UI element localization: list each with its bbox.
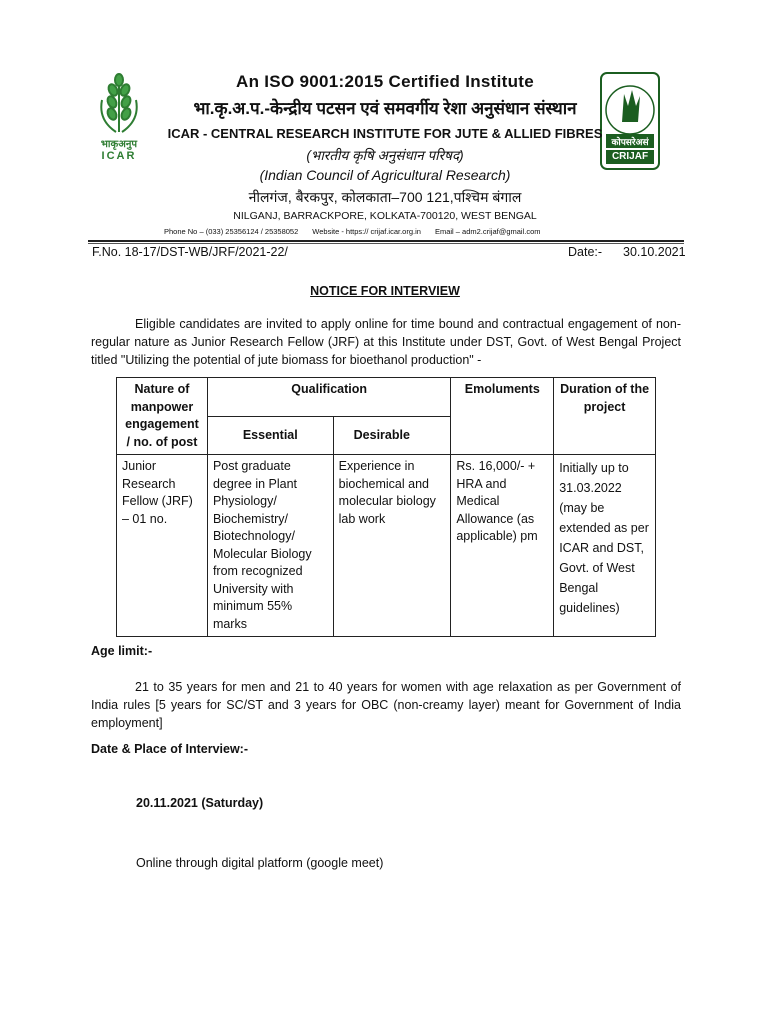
cell-nature: Junior Research Fellow (JRF) – 01 no. <box>117 455 208 637</box>
cell-desirable: Experience in biochemical and molecular biology lab work <box>333 455 451 637</box>
age-limit-text: 21 to 35 years for men and 21 to 40 years for women with age relaxation as per Government of India rules [5 years for SC/ST and 3 years for OBC (non-creamy layer) meant for Government of India employment] <box>91 680 681 730</box>
crijaf-logo-text-en: CRIJAF <box>611 151 649 162</box>
date-label: Date:- <box>568 245 603 259</box>
cell-emoluments: Rs. 16,000/- + HRA and Medical Allowance (as applicable) pm <box>451 455 554 637</box>
header-divider <box>88 240 684 242</box>
crijaf-logo-text-hi: कोपसरेअसं <box>611 137 649 147</box>
table-header-row <box>117 378 656 417</box>
age-limit-heading: Age limit:- <box>91 644 153 658</box>
intro-paragraph <box>91 315 681 369</box>
address-english: NILGANJ, BARRACKPORE, KOLKATA-700120, WEST BENGAL <box>233 210 537 222</box>
interview-heading: Date & Place of Interview:- <box>91 742 248 756</box>
notice-date <box>568 245 686 259</box>
header-essential: Essential <box>207 417 333 455</box>
phone-number: Phone No – (033) 25356124 / 25358052 <box>164 227 299 236</box>
post-table <box>116 377 656 637</box>
notice-title: NOTICE FOR INTERVIEW <box>310 284 460 298</box>
interview-date: 20.11.2021 (Saturday) <box>136 796 264 810</box>
cell-duration: Initially up to 31.03.2022 (may be extended as per ICAR and DST, Govt. of West Bengal guidelines) <box>554 455 656 637</box>
icar-logo-text-hi: भाकृअनुप <box>100 139 138 150</box>
intro-text: Eligible candidates are invited to apply online for time bound and contractual engagement of non-regular nature as Junior Research Fellow (JRF) at this Institute under DST, Govt. of West Bengal Project titled "Utilizing the potential of jute biomass for bioethanol production" - <box>91 317 681 367</box>
interview-place: Online through digital platform (google meet) <box>136 856 384 870</box>
header-divider-thin <box>88 243 684 244</box>
icar-logo-text-en: ICAR <box>101 150 137 162</box>
council-name: (Indian Council of Agricultural Research) <box>259 167 511 183</box>
address-hindi: नीलगंज, बैरकपुर, कोलकाता–700 121,पश्चिम बंगाल <box>248 189 522 205</box>
age-limit-paragraph <box>91 678 681 732</box>
header-desirable: Desirable <box>333 417 451 455</box>
header-duration: Duration of the project <box>554 378 656 455</box>
header-qualification: Qualification <box>207 378 450 417</box>
table-row <box>117 455 656 637</box>
email-link[interactable]: Email – adm2.crijaf@gmail.com <box>434 227 541 236</box>
contact-line <box>164 227 541 236</box>
iso-line: An ISO 9001:2015 Certified Institute <box>236 72 534 91</box>
institute-title-english: ICAR - CENTRAL RESEARCH INSTITUTE FOR JUTE & ALLIED FIBRES <box>167 126 603 141</box>
institute-title-hindi: भा.कृ.अ.प.-केन्द्रीय पटसन एवं समवर्गीय रेशा अनुसंधान संस्थान <box>193 99 577 118</box>
header-emoluments: Emoluments <box>451 378 554 455</box>
date-value: 30.10.2021 <box>623 245 686 259</box>
cell-essential: Post graduate degree in Plant Physiology/ Biochemistry/ Biotechnology/ Molecular Biology from recognized University with minimum 55% marks <box>207 455 333 637</box>
file-number: F.No. 18-17/DST-WB/JRF/2021-22/ <box>92 245 288 259</box>
header-nature: Nature of manpower engagement / no. of post <box>117 378 208 455</box>
website-link[interactable]: Website - https:// crijaf.icar.org.in <box>312 227 421 236</box>
parishad-hindi: (भारतीय कृषि अनुसंधान परिषद) <box>306 148 464 163</box>
